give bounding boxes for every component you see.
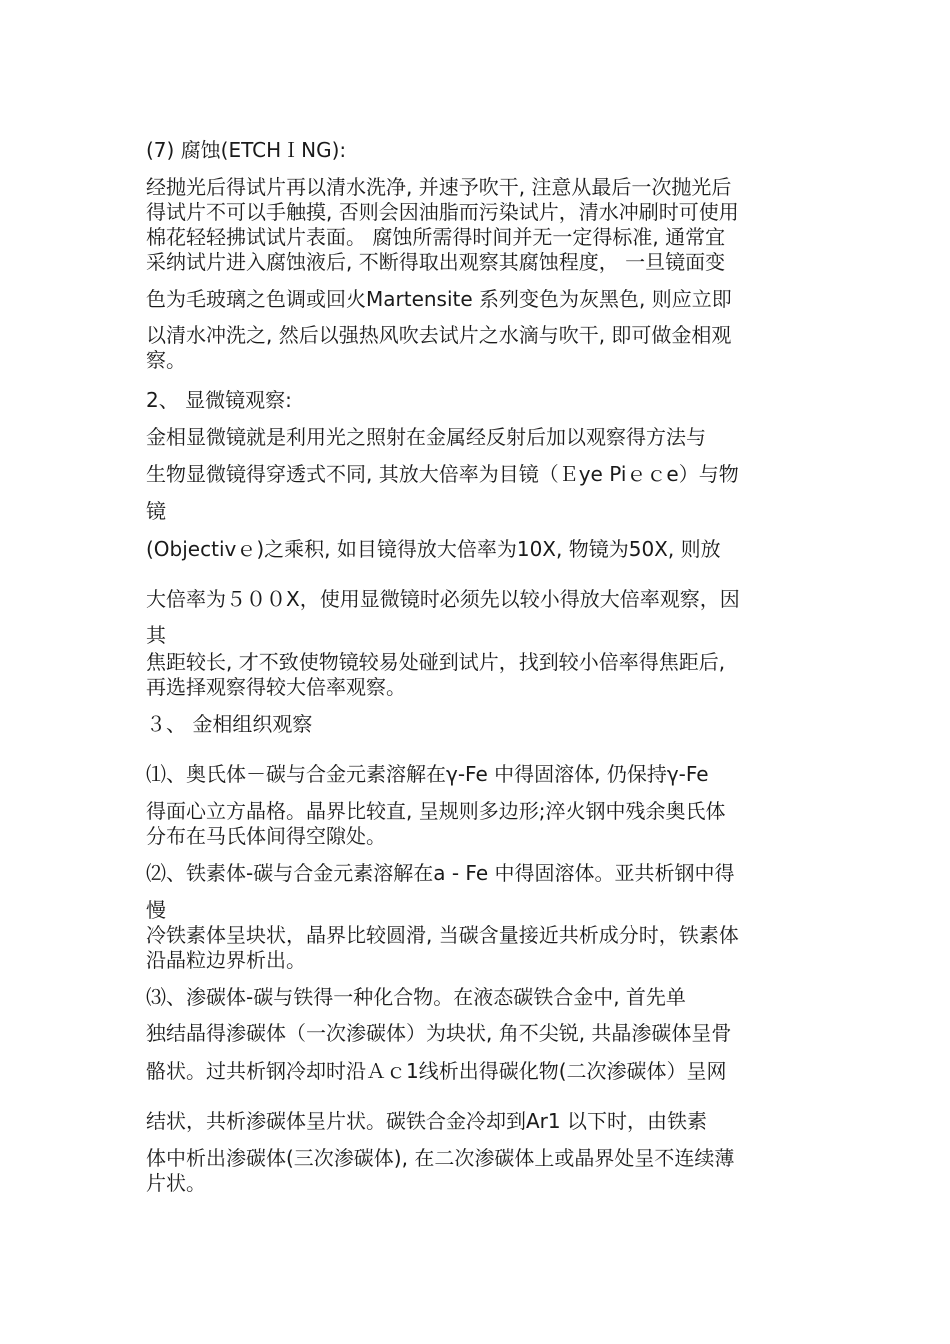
paragraph-line: 骼状。过共析钢冷却时沿Ａｃ1线析出得碳化物(二次渗碳体）呈网	[146, 1059, 727, 1083]
paragraph-line: 其	[146, 623, 166, 647]
paragraph-line: 经抛光后得试片再以清水洗净, 并速予吹干, 注意从最后一次抛光后	[146, 175, 732, 199]
paragraph-line: 再选择观察得较大倍率观察。	[146, 675, 406, 699]
paragraph-line: 片状。	[146, 1171, 206, 1195]
paragraph-line: 以清水冲洗之, 然后以强热风吹去试片之水滴与吹干, 即可做金相观	[146, 323, 732, 347]
paragraph-line: 沿晶粒边界析出。	[146, 948, 306, 972]
section-heading-structure: ３、 金相组织观察	[146, 712, 313, 736]
paragraph-line: 得试片不可以手触摸, 否则会因油脂而污染试片，清水冲刷时可使用	[146, 200, 739, 224]
paragraph-line: 棉花轻轻拂试试片表面。 腐蚀所需得时间并无一定得标准, 通常宜	[146, 225, 726, 249]
paragraph-line: ⑴、奥氏体－碳与合金元素溶解在γ-Fe 中得固溶体, 仍保持γ-Fe	[146, 762, 709, 786]
paragraph-line: (Objectivｅ)之乘积, 如目镜得放大倍率为10X, 物镜为50X, 则放	[146, 537, 721, 561]
paragraph-line: 结状，共析渗碳体呈片状。碳铁合金冷却到Ar1 以下时，由铁素	[146, 1109, 707, 1133]
paragraph-line: 生物显微镜得穿透式不同, 其放大倍率为目镜（Ｅye Piｅｃe）与物	[146, 462, 739, 486]
paragraph-line: 分布在马氏体间得空隙处。	[146, 824, 386, 848]
section-heading-etching: (7) 腐蚀(ETCHＩNG):	[146, 138, 347, 162]
paragraph-line: 冷铁素体呈块状，晶界比较圆滑, 当碳含量接近共析成分时，铁素体	[146, 923, 739, 947]
paragraph-line: 慢	[146, 898, 166, 922]
paragraph-line: 镜	[146, 499, 166, 523]
paragraph-line: 金相显微镜就是利用光之照射在金属经反射后加以观察得方法与	[146, 425, 706, 449]
paragraph-line: 焦距较长, 才不致使物镜较易处碰到试片，找到较小倍率得焦距后,	[146, 650, 726, 674]
paragraph-line: ⑶、渗碳体-碳与铁得一种化合物。在液态碳铁合金中, 首先单	[146, 985, 686, 1009]
paragraph-line: 体中析出渗碳体(三次渗碳体), 在二次渗碳体上或晶界处呈不连续薄	[146, 1146, 735, 1170]
paragraph-line: 察。	[146, 348, 186, 372]
paragraph-line: 独结晶得渗碳体（一次渗碳体）为块状, 角不尖锐, 共晶渗碳体呈骨	[146, 1021, 732, 1045]
paragraph-line: ⑵、铁素体-碳与合金元素溶解在a - Fe 中得固溶体。亚共析钢中得	[146, 861, 735, 885]
paragraph-line: 色为毛玻璃之色调或回火Martensite 系列变色为灰黑色, 则应立即	[146, 287, 732, 311]
section-heading-microscope: 2、 显微镜观察:	[146, 388, 292, 412]
paragraph-line: 得面心立方晶格。晶界比较直, 呈规则多边形;淬火钢中残余奥氏体	[146, 799, 726, 823]
paragraph-line: 大倍率为５００X，使用显微镜时必须先以较小得放大倍率观察，因	[146, 587, 740, 611]
paragraph-line: 采纳试片进入腐蚀液后, 不断得取出观察其腐蚀程度， 一旦镜面变	[146, 250, 726, 274]
